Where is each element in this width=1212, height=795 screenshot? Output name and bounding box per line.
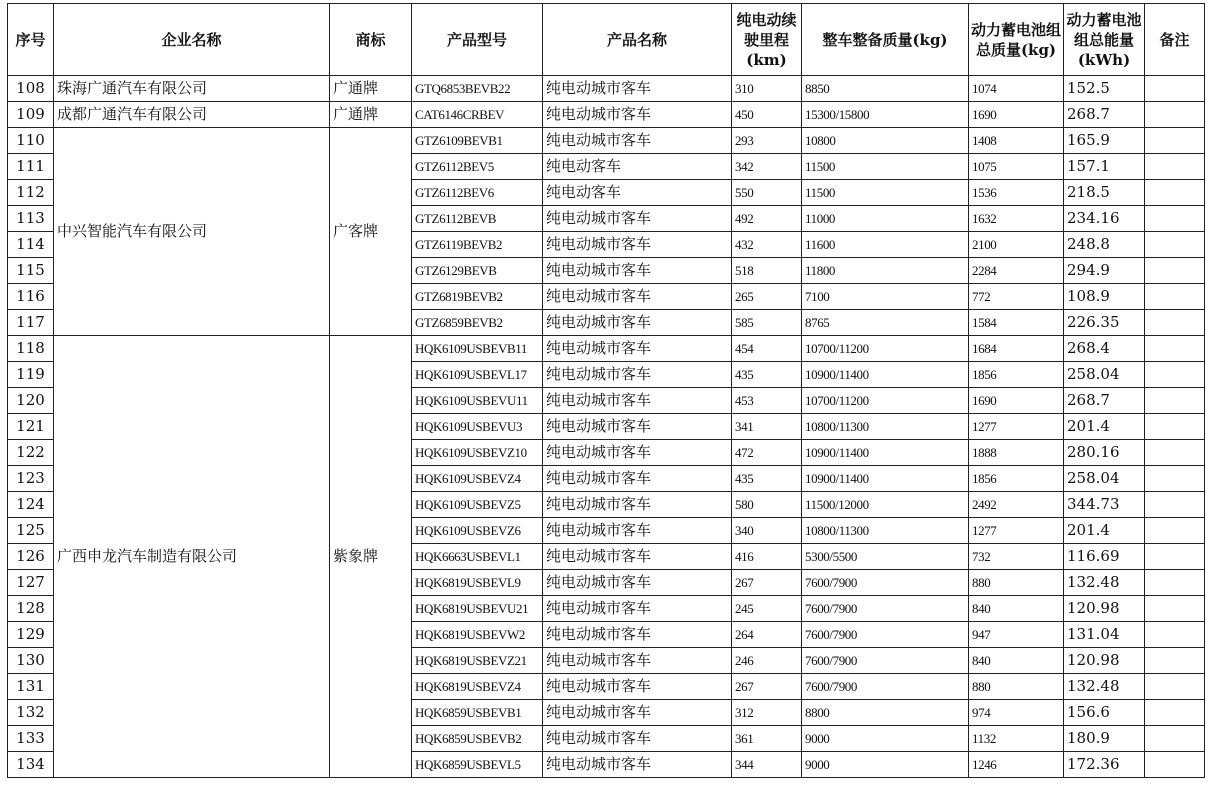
- product-name-cell: 纯电动城市客车: [543, 310, 732, 336]
- curb-mass-cell: 7600/7900: [802, 674, 969, 700]
- battery-mass-cell: 947: [969, 622, 1064, 648]
- battery-mass-cell: 1074: [969, 76, 1064, 102]
- header-curb-mass: 整车整备质量(kg): [802, 4, 969, 76]
- row-index: 133: [8, 726, 54, 752]
- table-row: [8, 336, 1205, 362]
- product-name-cell: 纯电动城市客车: [543, 414, 732, 440]
- battery-mass-cell: 974: [969, 700, 1064, 726]
- model-cell: GTZ6112BEVB: [412, 206, 543, 232]
- battery-energy-cell: 218.5: [1064, 180, 1145, 206]
- product-name-cell: 纯电动城市客车: [543, 466, 732, 492]
- model-cell: HQK6109USBEVU11: [412, 388, 543, 414]
- row-index: 115: [8, 258, 54, 284]
- model-cell: CAT6146CRBEV: [412, 102, 543, 128]
- company-name-cell: 成都广通汽车有限公司: [54, 102, 330, 128]
- battery-mass-cell: 1408: [969, 128, 1064, 154]
- range-cell: 550: [732, 180, 802, 206]
- battery-mass-cell: 1690: [969, 388, 1064, 414]
- range-cell: 265: [732, 284, 802, 310]
- battery-energy-cell: 172.36: [1064, 752, 1145, 778]
- product-name-cell: 纯电动城市客车: [543, 700, 732, 726]
- header-product-name: 产品名称: [543, 4, 732, 76]
- battery-mass-cell: 1132: [969, 726, 1064, 752]
- battery-mass-cell: 1246: [969, 752, 1064, 778]
- brand-cell: 广通牌: [330, 102, 412, 128]
- note-cell: [1145, 544, 1205, 570]
- product-name-cell: 纯电动城市客车: [543, 492, 732, 518]
- battery-mass-cell: 1277: [969, 414, 1064, 440]
- battery-energy-cell: 280.16: [1064, 440, 1145, 466]
- battery-mass-cell: 2284: [969, 258, 1064, 284]
- header-company: 企业名称: [54, 4, 330, 76]
- note-cell: [1145, 752, 1205, 778]
- curb-mass-cell: 11000: [802, 206, 969, 232]
- range-cell: 492: [732, 206, 802, 232]
- row-index: 121: [8, 414, 54, 440]
- product-name-cell: 纯电动城市客车: [543, 518, 732, 544]
- product-name-cell: 纯电动城市客车: [543, 102, 732, 128]
- row-index: 114: [8, 232, 54, 258]
- curb-mass-cell: 10800: [802, 128, 969, 154]
- product-name-cell: 纯电动城市客车: [543, 128, 732, 154]
- battery-mass-cell: 1075: [969, 154, 1064, 180]
- range-cell: 361: [732, 726, 802, 752]
- curb-mass-cell: 15300/15800: [802, 102, 969, 128]
- note-cell: [1145, 206, 1205, 232]
- battery-energy-cell: 131.04: [1064, 622, 1145, 648]
- battery-energy-cell: 108.9: [1064, 284, 1145, 310]
- model-cell: HQK6859USBEVB1: [412, 700, 543, 726]
- curb-mass-cell: 8850: [802, 76, 969, 102]
- battery-mass-cell: 2100: [969, 232, 1064, 258]
- row-index: 127: [8, 570, 54, 596]
- battery-energy-cell: 294.9: [1064, 258, 1145, 284]
- note-cell: [1145, 388, 1205, 414]
- product-name-cell: 纯电动城市客车: [543, 232, 732, 258]
- row-index: 125: [8, 518, 54, 544]
- product-name-cell: 纯电动城市客车: [543, 440, 732, 466]
- note-cell: [1145, 570, 1205, 596]
- range-cell: 344: [732, 752, 802, 778]
- range-cell: 416: [732, 544, 802, 570]
- battery-energy-cell: 152.5: [1064, 76, 1145, 102]
- row-index: 119: [8, 362, 54, 388]
- company-name-cell: 中兴智能汽车有限公司: [54, 128, 330, 336]
- curb-mass-cell: 11500: [802, 180, 969, 206]
- product-name-cell: 纯电动城市客车: [543, 622, 732, 648]
- curb-mass-cell: 10900/11400: [802, 440, 969, 466]
- curb-mass-cell: 7600/7900: [802, 596, 969, 622]
- curb-mass-cell: 10900/11400: [802, 466, 969, 492]
- battery-mass-cell: 880: [969, 570, 1064, 596]
- model-cell: HQK6819USBEVZ21: [412, 648, 543, 674]
- battery-mass-cell: 1277: [969, 518, 1064, 544]
- note-cell: [1145, 700, 1205, 726]
- note-cell: [1145, 596, 1205, 622]
- row-index: 134: [8, 752, 54, 778]
- product-name-cell: 纯电动城市客车: [543, 388, 732, 414]
- range-cell: 450: [732, 102, 802, 128]
- product-name-cell: 纯电动城市客车: [543, 570, 732, 596]
- battery-mass-cell: 1632: [969, 206, 1064, 232]
- battery-energy-cell: 234.16: [1064, 206, 1145, 232]
- row-index: 109: [8, 102, 54, 128]
- model-cell: HQK6819USBEVU21: [412, 596, 543, 622]
- battery-energy-cell: 157.1: [1064, 154, 1145, 180]
- row-index: 123: [8, 466, 54, 492]
- range-cell: 342: [732, 154, 802, 180]
- company-name-cell: 珠海广通汽车有限公司: [54, 76, 330, 102]
- model-cell: HQK6819USBEVZ4: [412, 674, 543, 700]
- model-cell: GTQ6853BEVB22: [412, 76, 543, 102]
- range-cell: 245: [732, 596, 802, 622]
- product-name-cell: 纯电动客车: [543, 180, 732, 206]
- battery-energy-cell: 344.73: [1064, 492, 1145, 518]
- table-row: [8, 76, 1205, 102]
- curb-mass-cell: 7600/7900: [802, 570, 969, 596]
- header-note: 备注: [1145, 4, 1205, 76]
- curb-mass-cell: 11500/12000: [802, 492, 969, 518]
- battery-energy-cell: 120.98: [1064, 596, 1145, 622]
- model-cell: GTZ6859BEVB2: [412, 310, 543, 336]
- battery-mass-cell: 1856: [969, 362, 1064, 388]
- model-cell: HQK6819USBEVW2: [412, 622, 543, 648]
- row-index: 128: [8, 596, 54, 622]
- model-cell: GTZ6109BEVB1: [412, 128, 543, 154]
- battery-energy-cell: 258.04: [1064, 466, 1145, 492]
- row-index: 116: [8, 284, 54, 310]
- product-name-cell: 纯电动客车: [543, 154, 732, 180]
- note-cell: [1145, 128, 1205, 154]
- curb-mass-cell: 5300/5500: [802, 544, 969, 570]
- product-name-cell: 纯电动城市客车: [543, 544, 732, 570]
- row-index: 110: [8, 128, 54, 154]
- battery-energy-cell: 180.9: [1064, 726, 1145, 752]
- note-cell: [1145, 102, 1205, 128]
- row-index: 113: [8, 206, 54, 232]
- table-body: [8, 76, 1205, 778]
- curb-mass-cell: 9000: [802, 726, 969, 752]
- model-cell: HQK6109USBEVB11: [412, 336, 543, 362]
- battery-mass-cell: 1888: [969, 440, 1064, 466]
- note-cell: [1145, 648, 1205, 674]
- header-battery-energy: 动力蓄电池组总能量(kWh): [1064, 4, 1145, 76]
- company-name-cell: 广西申龙汽车制造有限公司: [54, 336, 330, 778]
- range-cell: 472: [732, 440, 802, 466]
- battery-energy-cell: 268.7: [1064, 388, 1145, 414]
- range-cell: 518: [732, 258, 802, 284]
- battery-energy-cell: 201.4: [1064, 414, 1145, 440]
- row-index: 120: [8, 388, 54, 414]
- range-cell: 246: [732, 648, 802, 674]
- range-cell: 293: [732, 128, 802, 154]
- note-cell: [1145, 622, 1205, 648]
- model-cell: GTZ6119BEVB2: [412, 232, 543, 258]
- row-index: 126: [8, 544, 54, 570]
- brand-cell: 广客牌: [330, 128, 412, 336]
- row-index: 130: [8, 648, 54, 674]
- row-index: 112: [8, 180, 54, 206]
- product-name-cell: 纯电动城市客车: [543, 206, 732, 232]
- battery-energy-cell: 132.48: [1064, 674, 1145, 700]
- model-cell: HQK6109USBEVZ5: [412, 492, 543, 518]
- product-name-cell: 纯电动城市客车: [543, 76, 732, 102]
- note-cell: [1145, 154, 1205, 180]
- header-brand: 商标: [330, 4, 412, 76]
- header-model: 产品型号: [412, 4, 543, 76]
- brand-cell: 广通牌: [330, 76, 412, 102]
- battery-energy-cell: 226.35: [1064, 310, 1145, 336]
- note-cell: [1145, 440, 1205, 466]
- range-cell: 341: [732, 414, 802, 440]
- note-cell: [1145, 674, 1205, 700]
- curb-mass-cell: 9000: [802, 752, 969, 778]
- note-cell: [1145, 258, 1205, 284]
- row-index: 117: [8, 310, 54, 336]
- model-cell: HQK6109USBEVU3: [412, 414, 543, 440]
- note-cell: [1145, 466, 1205, 492]
- row-index: 131: [8, 674, 54, 700]
- range-cell: 435: [732, 362, 802, 388]
- battery-mass-cell: 2492: [969, 492, 1064, 518]
- table-row: [8, 102, 1205, 128]
- battery-energy-cell: 156.6: [1064, 700, 1145, 726]
- battery-energy-cell: 165.9: [1064, 128, 1145, 154]
- header-range: 纯电动续驶里程(km): [732, 4, 802, 76]
- model-cell: HQK6109USBEVL17: [412, 362, 543, 388]
- model-cell: GTZ6129BEVB: [412, 258, 543, 284]
- header-battery-mass: 动力蓄电池组总质量(kg): [969, 4, 1064, 76]
- model-cell: HQK6663USBEVL1: [412, 544, 543, 570]
- model-cell: HQK6109USBEVZ10: [412, 440, 543, 466]
- brand-cell: 紫象牌: [330, 336, 412, 778]
- curb-mass-cell: 10800/11300: [802, 518, 969, 544]
- range-cell: 580: [732, 492, 802, 518]
- battery-mass-cell: 840: [969, 648, 1064, 674]
- model-cell: GTZ6112BEV5: [412, 154, 543, 180]
- product-name-cell: 纯电动城市客车: [543, 362, 732, 388]
- curb-mass-cell: 11600: [802, 232, 969, 258]
- row-index: 118: [8, 336, 54, 362]
- model-cell: HQK6819USBEVL9: [412, 570, 543, 596]
- curb-mass-cell: 10800/11300: [802, 414, 969, 440]
- row-index: 132: [8, 700, 54, 726]
- note-cell: [1145, 362, 1205, 388]
- product-name-cell: 纯电动城市客车: [543, 596, 732, 622]
- model-cell: HQK6859USBEVB2: [412, 726, 543, 752]
- product-name-cell: 纯电动城市客车: [543, 752, 732, 778]
- model-cell: HQK6109USBEVZ4: [412, 466, 543, 492]
- battery-energy-cell: 268.4: [1064, 336, 1145, 362]
- vehicle-catalog-table: [7, 3, 1205, 778]
- note-cell: [1145, 518, 1205, 544]
- range-cell: 453: [732, 388, 802, 414]
- note-cell: [1145, 284, 1205, 310]
- range-cell: 454: [732, 336, 802, 362]
- curb-mass-cell: 8800: [802, 700, 969, 726]
- product-name-cell: 纯电动城市客车: [543, 674, 732, 700]
- header-index: 序号: [8, 4, 54, 76]
- curb-mass-cell: 7100: [802, 284, 969, 310]
- range-cell: 340: [732, 518, 802, 544]
- model-cell: GTZ6112BEV6: [412, 180, 543, 206]
- table-header: [8, 4, 1205, 76]
- model-cell: HQK6109USBEVZ6: [412, 518, 543, 544]
- document-page: [7, 3, 1205, 778]
- curb-mass-cell: 10900/11400: [802, 362, 969, 388]
- battery-energy-cell: 258.04: [1064, 362, 1145, 388]
- product-name-cell: 纯电动城市客车: [543, 336, 732, 362]
- note-cell: [1145, 414, 1205, 440]
- curb-mass-cell: 7600/7900: [802, 648, 969, 674]
- battery-mass-cell: 1584: [969, 310, 1064, 336]
- range-cell: 585: [732, 310, 802, 336]
- product-name-cell: 纯电动城市客车: [543, 284, 732, 310]
- curb-mass-cell: 7600/7900: [802, 622, 969, 648]
- battery-mass-cell: 772: [969, 284, 1064, 310]
- note-cell: [1145, 232, 1205, 258]
- model-cell: HQK6859USBEVL5: [412, 752, 543, 778]
- note-cell: [1145, 76, 1205, 102]
- range-cell: 264: [732, 622, 802, 648]
- product-name-cell: 纯电动城市客车: [543, 648, 732, 674]
- row-index: 111: [8, 154, 54, 180]
- header-row: [8, 4, 1205, 76]
- battery-mass-cell: 880: [969, 674, 1064, 700]
- row-index: 122: [8, 440, 54, 466]
- range-cell: 312: [732, 700, 802, 726]
- battery-energy-cell: 120.98: [1064, 648, 1145, 674]
- product-name-cell: 纯电动城市客车: [543, 726, 732, 752]
- battery-mass-cell: 732: [969, 544, 1064, 570]
- range-cell: 267: [732, 674, 802, 700]
- range-cell: 310: [732, 76, 802, 102]
- note-cell: [1145, 336, 1205, 362]
- battery-energy-cell: 248.8: [1064, 232, 1145, 258]
- curb-mass-cell: 10700/11200: [802, 336, 969, 362]
- table-row: [8, 128, 1205, 154]
- curb-mass-cell: 11800: [802, 258, 969, 284]
- product-name-cell: 纯电动城市客车: [543, 258, 732, 284]
- row-index: 129: [8, 622, 54, 648]
- note-cell: [1145, 310, 1205, 336]
- note-cell: [1145, 180, 1205, 206]
- battery-energy-cell: 116.69: [1064, 544, 1145, 570]
- model-cell: GTZ6819BEVB2: [412, 284, 543, 310]
- row-index: 108: [8, 76, 54, 102]
- battery-mass-cell: 1536: [969, 180, 1064, 206]
- curb-mass-cell: 11500: [802, 154, 969, 180]
- curb-mass-cell: 10700/11200: [802, 388, 969, 414]
- battery-mass-cell: 840: [969, 596, 1064, 622]
- battery-mass-cell: 1856: [969, 466, 1064, 492]
- range-cell: 432: [732, 232, 802, 258]
- curb-mass-cell: 8765: [802, 310, 969, 336]
- range-cell: 267: [732, 570, 802, 596]
- battery-energy-cell: 201.4: [1064, 518, 1145, 544]
- range-cell: 435: [732, 466, 802, 492]
- battery-energy-cell: 268.7: [1064, 102, 1145, 128]
- note-cell: [1145, 492, 1205, 518]
- note-cell: [1145, 726, 1205, 752]
- battery-mass-cell: 1690: [969, 102, 1064, 128]
- row-index: 124: [8, 492, 54, 518]
- battery-energy-cell: 132.48: [1064, 570, 1145, 596]
- battery-mass-cell: 1684: [969, 336, 1064, 362]
